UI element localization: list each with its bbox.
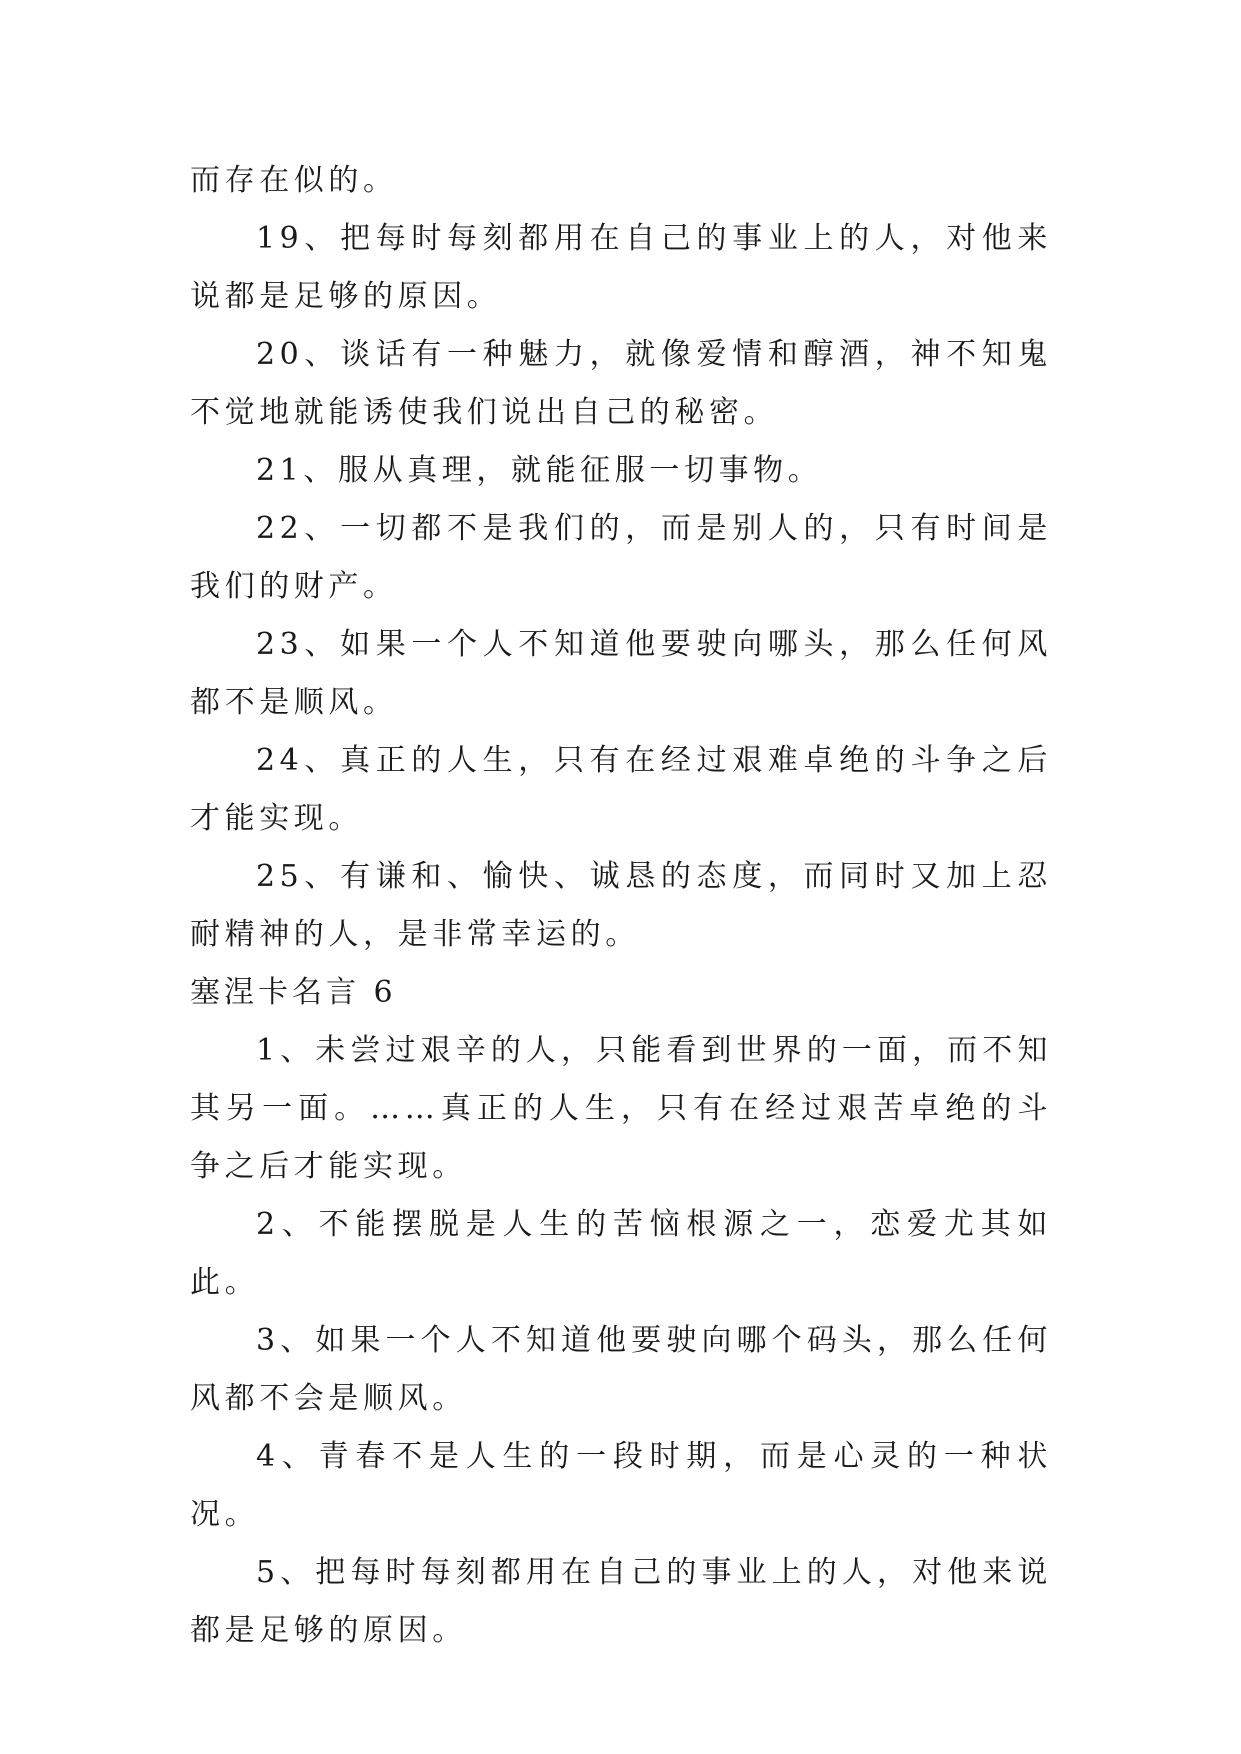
paragraph-continuation: 而存在似的。 xyxy=(190,163,398,198)
quote-20: 20、谈话有一种魅力，就像爱情和醇酒，神不知鬼不觉地就能诱使我们说出自己的秘密。 xyxy=(190,337,1052,430)
quote-3: 3、如果一个人不知道他要驶向哪个码头，那么任何风都不会是顺风。 xyxy=(190,1323,1052,1416)
quote-22: 22、一切都不是我们的，而是别人的，只有时间是我们的财产。 xyxy=(190,511,1052,604)
quote-21: 21、服从真理，就能征服一切事物。 xyxy=(256,453,823,488)
section-heading: 塞涅卡名言 6 xyxy=(190,975,397,1010)
quote-5: 5、把每时每刻都用在自己的事业上的人，对他来说都是足够的原因。 xyxy=(190,1555,1052,1648)
quote-24: 24、真正的人生，只有在经过艰难卓绝的斗争之后才能实现。 xyxy=(190,743,1052,836)
quote-1: 1、未尝过艰辛的人，只能看到世界的一面，而不知其另一面。……真正的人生，只有在经过艰苦卓绝的斗争之后才能实现。 xyxy=(190,1033,1052,1184)
quote-25: 25、有谦和、愉快、诚恳的态度，而同时又加上忍耐精神的人，是非常幸运的。 xyxy=(190,859,1052,952)
quote-23: 23、如果一个人不知道他要驶向哪头，那么任何风都不是顺风。 xyxy=(190,627,1052,720)
quote-19: 19、把每时每刻都用在自己的事业上的人，对他来说都是足够的原因。 xyxy=(190,221,1052,314)
document-body xyxy=(190,152,1052,1660)
quote-4: 4、青春不是人生的一段时期，而是心灵的一种状况。 xyxy=(190,1439,1052,1532)
quote-2: 2、不能摆脱是人生的苦恼根源之一，恋爱尤其如此。 xyxy=(190,1207,1052,1300)
